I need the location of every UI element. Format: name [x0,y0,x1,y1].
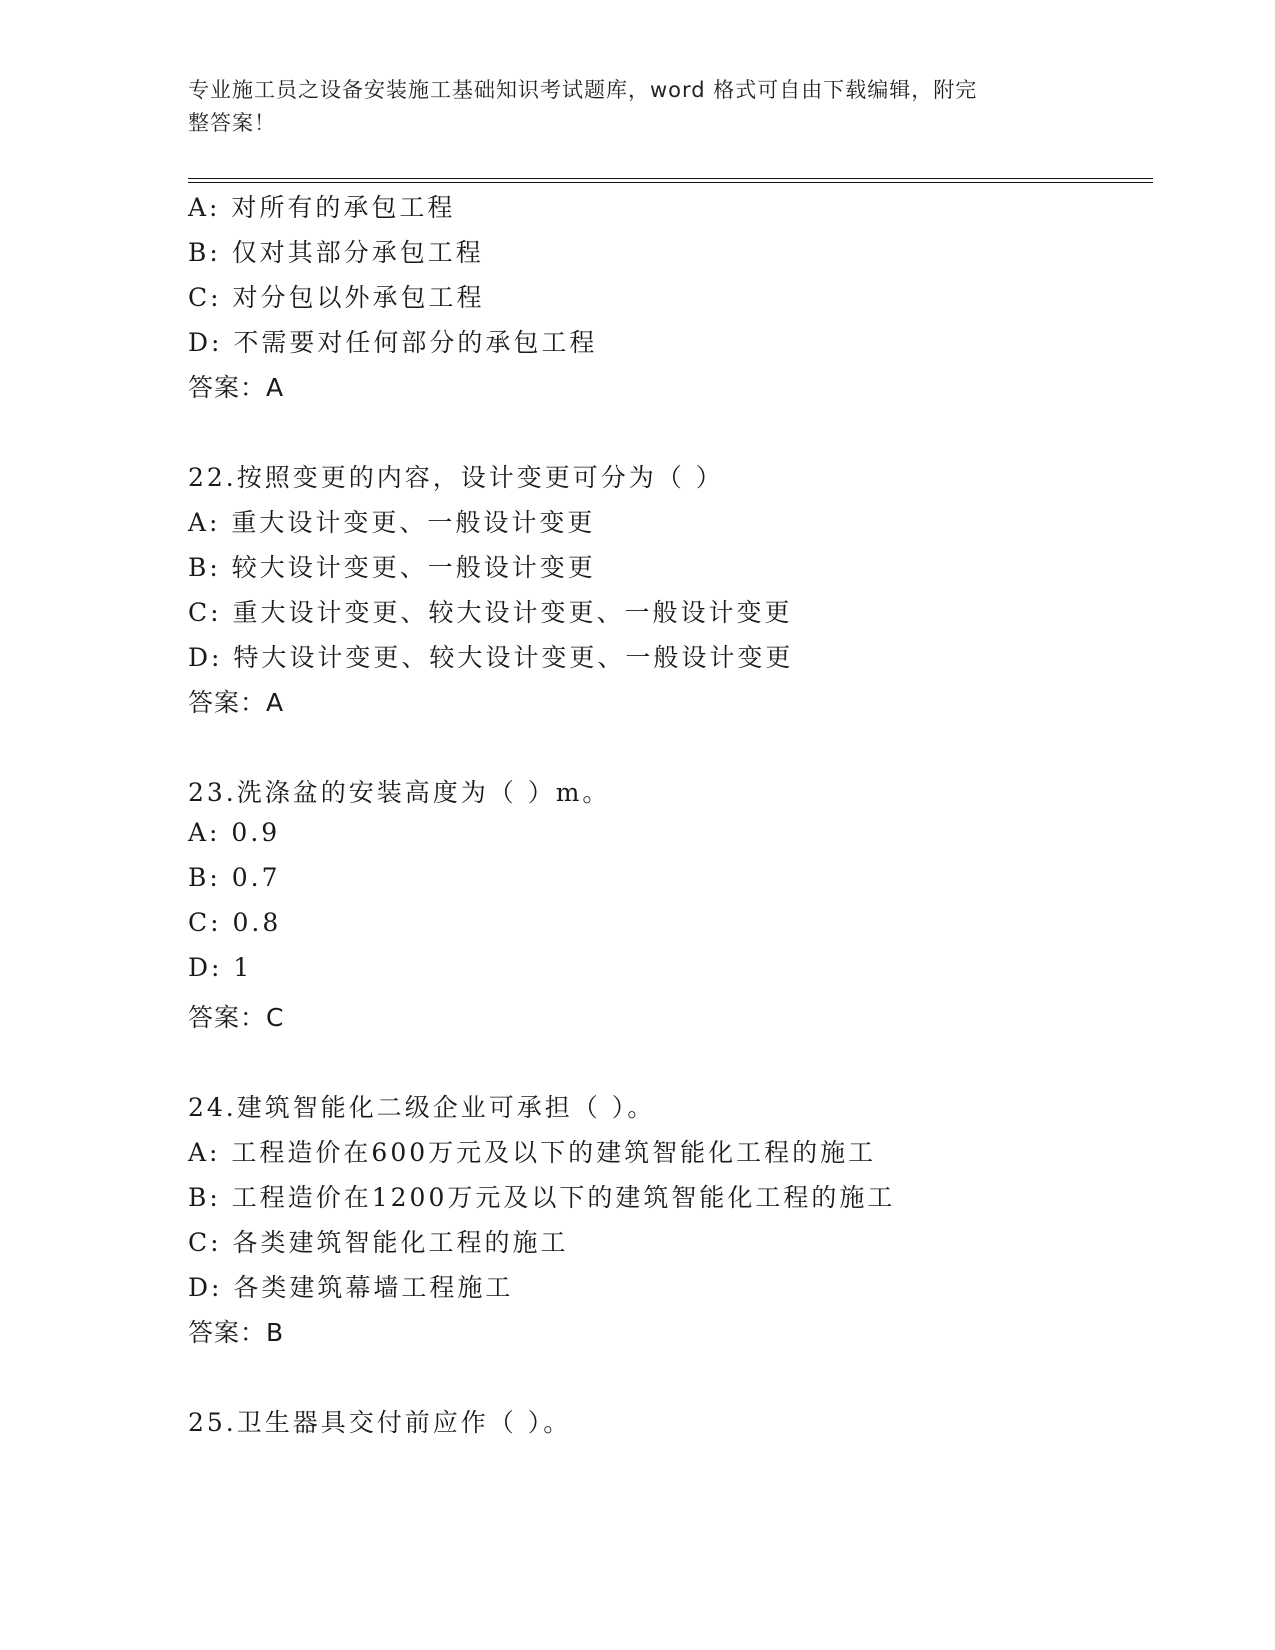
q24-answer: 答案：B [188,1318,285,1347]
q24-question: 24.建筑智能化二级企业可承担（ ）。 [188,1093,656,1122]
q21-option-c: C: 对分包以外承包工程 [188,283,485,312]
q24-option-a: A: 工程造价在600万元及以下的建筑智能化工程的施工 [188,1138,877,1167]
q22-option-c: C: 重大设计变更、较大设计变更、一般设计变更 [188,598,793,627]
q24-option-c: C: 各类建筑智能化工程的施工 [188,1228,569,1257]
q21-option-a: A: 对所有的承包工程 [188,193,456,222]
q22-option-b: B: 较大设计变更、一般设计变更 [188,553,596,582]
q23-option-b: B: 0.7 [188,863,281,892]
q22-question: 22.按照变更的内容，设计变更可分为（ ） [188,463,724,492]
q24-option-b: B: 工程造价在1200万元及以下的建筑智能化工程的施工 [188,1183,896,1212]
q22-option-a: A: 重大设计变更、一般设计变更 [188,508,596,537]
q21-option-b: B: 仅对其部分承包工程 [188,238,484,267]
q23-option-d: D: 1 [188,953,253,982]
q23-answer: 答案：C [188,1003,285,1032]
header-line-2: 整答案！ [188,111,276,135]
q22-option-d: D: 特大设计变更、较大设计变更、一般设计变更 [188,643,794,672]
q21-option-d: D: 不需要对任何部分的承包工程 [188,328,598,357]
document-header [188,74,1088,140]
header-divider-top [188,178,1153,179]
header-divider-bottom [188,182,1153,183]
q25-question: 25.卫生器具交付前应作（ ）。 [188,1408,572,1437]
header-line-1: 专业施工员之设备安装施工基础知识考试题库，word 格式可自由下载编辑，附完 [188,78,978,102]
q24-option-d: D: 各类建筑幕墙工程施工 [188,1273,514,1302]
q23-option-c: C: 0.8 [188,908,282,937]
q23-option-a: A: 0.9 [188,818,281,847]
q23-question: 23.洗涤盆的安装高度为（ ）m。 [188,778,611,807]
q21-answer: 答案：A [188,373,285,402]
q22-answer: 答案：A [188,688,285,717]
